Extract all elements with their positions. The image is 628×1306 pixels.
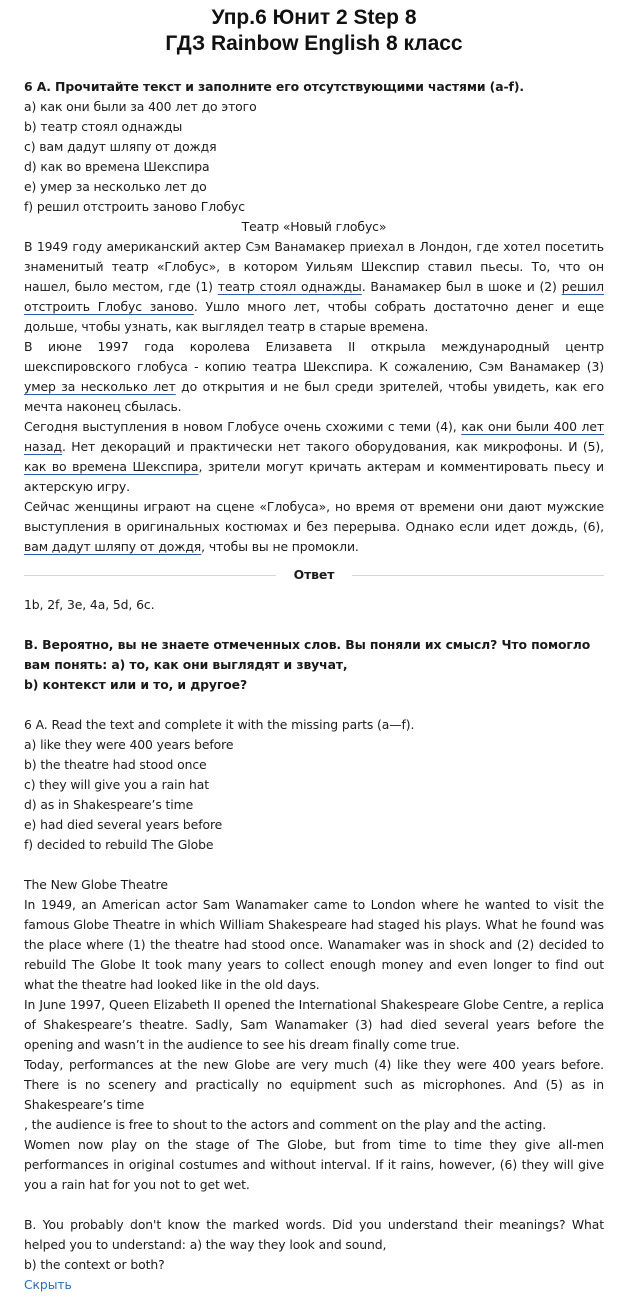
en-paragraph-4: Women now play on the stage of The Globe, but from time to time they give all-men performances in original costumes and without interval. If it rains, however, (6) they will give you a rain hat for you not to get wet. (24, 1137, 604, 1192)
ru-option: f) решил отстроить заново Глобус (24, 199, 245, 214)
en-paragraph-3: Today, performances at the new Globe are very much (4) like they were 400 years before. There is no scenery and practically no equipment such as microphones. And (5) as in Shakespeare’s time (24, 1057, 604, 1112)
ru-p1-text: В 1949 году американский актер Сэм Ванамакер приехал в Лондон, где хотел посетить знаменитый театр «Глобус», в котором Уильям Шекспир ставил пьесы. То, что он нашел, было местом, где (1) (24, 239, 604, 294)
en-paragraph-2: In June 1997, Queen Elizabeth II opened the International Shakespeare Globe Centre, a replica of Shakespeare’s theatre. Sadly, Sam Wanamaker (3) had died several years before the opening and wasn’t in the audience to see his dream finally come true. (24, 997, 604, 1052)
ru-section (24, 77, 604, 695)
en-section (24, 715, 604, 1295)
en-option: f) decided to rebuild The Globe (24, 837, 214, 852)
en-paragraph-1: In 1949, an American actor Sam Wanamaker came to London where he wanted to visit the famous Globe Theatre in which William Shakespeare had staged his plays. What he found was the place where (1) the theatre had stood once. Wanamaker was in shock and (2) decided to rebuild The Globe It took many years to collect enough money and even longer to find out what the theatre had looked like in the old days. (24, 897, 604, 992)
ru-p2-text: до открытия и не был среди зрителей, чтобы увидеть, как его мечта наконец сбылась. (24, 379, 604, 414)
en-option: b) the theatre had stood once (24, 757, 207, 772)
divider-line (24, 575, 276, 576)
ru-task-b-line1: В. Вероятно, вы не знаете отмеченных слов. Вы поняли их смысл? Что помогло вам понять: а) то, как они выглядят и звучат, (24, 637, 591, 672)
en-option: c) they will give you a rain hat (24, 777, 210, 792)
page-title-line2: ГДЗ Rainbow English 8 класс (165, 32, 463, 55)
en-option: d) as in Shakespeare’s time (24, 797, 194, 812)
ru-p1-text: . Ванамакер был в шоке и (2) (361, 279, 562, 294)
ru-p3-text: . Нет декораций и практически нет такого оборудования, как микрофоны. И (5), (61, 439, 604, 454)
ru-p3-text: , зрители могут кричать актерам и комментировать пьесу и актерскую игру. (24, 459, 605, 494)
en-task-b-line1: B. You probably don't know the marked words. Did you understand their meanings? What helped you to understand: a) the way they look and sound, (24, 1217, 604, 1252)
ru-p3-text: Сегодня выступления в новом Глобусе очень схожими с теми (4), (24, 419, 462, 434)
ru-option: а) как они были за 400 лет до этого (24, 99, 257, 114)
hide-link[interactable]: Скрыть (24, 1277, 72, 1292)
ru-p1-text: . Ушло много лет, чтобы собрать достаточно денег и еще дольше, чтобы узнать, как выглядел театр в старые времена. (24, 299, 605, 334)
ru-p3-marked: как во времена Шекспира (24, 459, 199, 474)
answer-text: 1b, 2f, 3e, 4a, 5d, 6c. (24, 597, 155, 612)
ru-p4-marked: вам дадут шляпу от дождя (24, 539, 202, 554)
ru-p4-text: Сейчас женщины играют на сцене «Глобуса», но время от времени они дают мужские выступления в оригинальных костюмах и без перерыва. Однако если идет дождь, (6), (24, 499, 604, 534)
answer-label: Ответ (293, 567, 335, 582)
ru-task-b-line2: b) контекст или и то, и другое? (24, 677, 248, 692)
ru-task-a: 6 А. Прочитайте текст и заполните его отсутствующими частями (а-f). (24, 79, 524, 94)
page-title-line1: Упр.6 Юнит 2 Step 8 (211, 6, 417, 29)
en-option: a) like they were 400 years before (24, 737, 234, 752)
ru-p2-marked: умер за несколько лет (24, 379, 176, 394)
ru-option: b) театр стоял однажды (24, 119, 183, 134)
ru-p1-marked: решил отстроить Глобус заново (24, 279, 604, 314)
en-option: e) had died several years before (24, 817, 223, 832)
ru-p3-marked: как они были 400 лет назад (24, 419, 604, 454)
ru-paragraph-2 (24, 337, 604, 417)
ru-p2-text: В июне 1997 года королева Елизавета II открыла международный центр шекспировского глобуса - копию театра Шекспира. К сожалению, Сэм Ванамакер (3) (24, 339, 604, 374)
ru-paragraph-3 (24, 417, 604, 497)
ru-option: е) умер за несколько лет до (24, 179, 207, 194)
ru-p1-marked: театр стоял однажды (217, 279, 362, 294)
en-paragraph-3b: , the audience is free to shout to the actors and comment on the play and the acting. (24, 1117, 547, 1132)
ru-text-title: Театр «Новый глобус» (241, 219, 387, 234)
divider-line (352, 575, 604, 576)
ru-option: с) вам дадут шляпу от дождя (24, 139, 217, 154)
en-task-a: 6 A. Read the text and complete it with the missing parts (a—f). (24, 717, 415, 732)
ru-p4-text: , чтобы вы не промокли. (201, 539, 359, 554)
en-task-b-line2: b) the context or both? (24, 1257, 165, 1272)
en-text-title: The New Globe Theatre (24, 877, 168, 892)
ru-paragraph-1 (24, 237, 604, 337)
ru-paragraph-4 (24, 497, 604, 557)
ru-option: d) как во времена Шекспира (24, 159, 210, 174)
answer-divider (24, 565, 604, 585)
